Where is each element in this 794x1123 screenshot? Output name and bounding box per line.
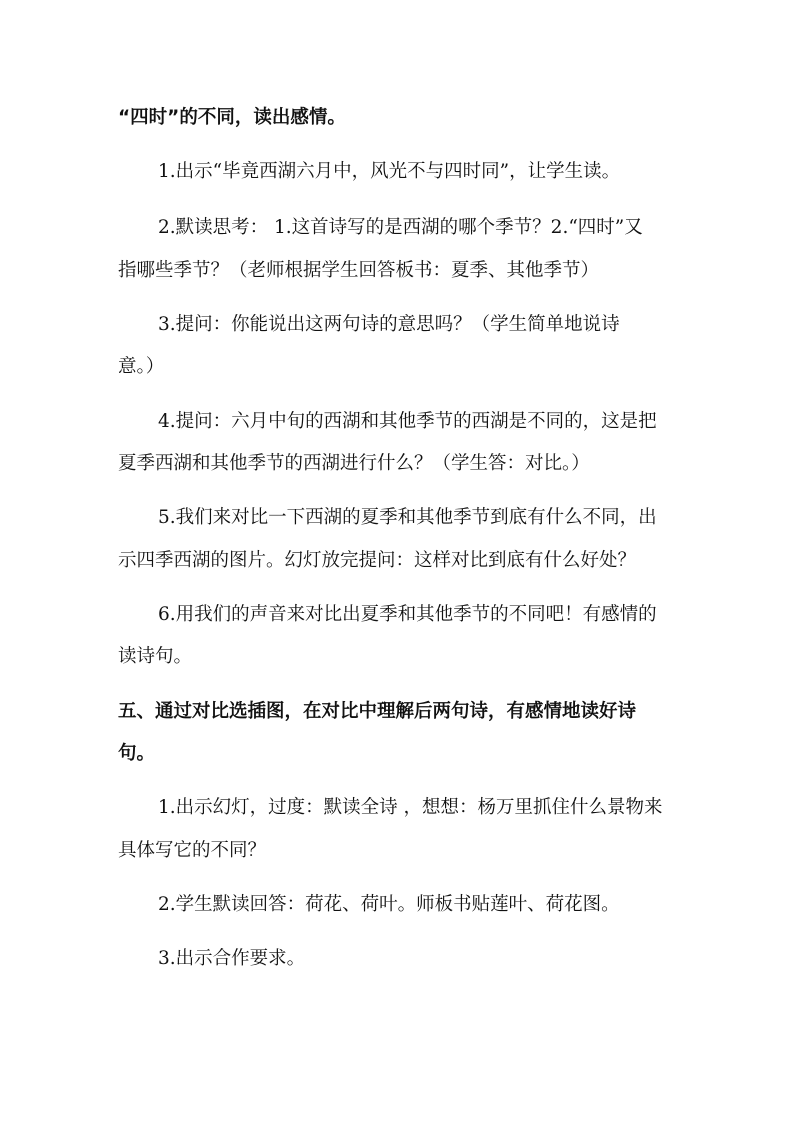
step-3-line-1: 3.提问：你能说出这两句诗的意思吗？（学生简单地说诗 <box>158 314 620 335</box>
section-5-heading-line-2: 句。 <box>118 743 156 764</box>
sub-step-3-line: 3.出示合作要求。 <box>158 948 306 969</box>
step-5-line-1: 5.我们来对比一下西湖的夏季和其他季节到底有什么不同，出 <box>158 507 657 528</box>
section-5-heading-line-1: 五、通过对比选插图，在对比中理解后两句诗，有感情地读好诗 <box>118 701 637 722</box>
step-2-line-1: 2.默读思考： 1.这首诗写的是西湖的哪个季节？2.“四时”又 <box>158 217 643 238</box>
step-1-line: 1.出示“毕竟西湖六月中，风光不与四时同”，让学生读。 <box>158 161 621 182</box>
step-5-line-2: 示四季西湖的图片。幻灯放完提问：这样对比到底有什么好处？ <box>118 550 637 571</box>
sub-step-1-line-1: 1.出示幻灯，过度：默读全诗 ，想想：杨万里抓住什么景物来 <box>158 797 663 818</box>
step-3-line-2: 意。） <box>118 356 165 377</box>
step-4-line-1: 4.提问：六月中旬的西湖和其他季节的西湖是不同的，这是把 <box>158 411 657 432</box>
step-4-line-2: 夏季西湖和其他季节的西湖进行什么？（学生答：对比。） <box>118 453 590 474</box>
step-2-line-2: 指哪些季节？（老师根据学生回答板书：夏季、其他季节） <box>118 260 600 281</box>
continued-heading-line: “四时”的不同，读出感情。 <box>118 107 346 128</box>
step-6-line-2: 读诗句。 <box>118 646 193 667</box>
sub-step-2-line: 2.学生默读回答：荷花、荷叶。师板书贴莲叶、荷花图。 <box>158 894 620 915</box>
step-6-line-1: 6.用我们的声音来对比出夏季和其他季节的不同吧！有感情的 <box>158 604 657 625</box>
sub-step-1-line-2: 具体写它的不同？ <box>118 840 267 861</box>
